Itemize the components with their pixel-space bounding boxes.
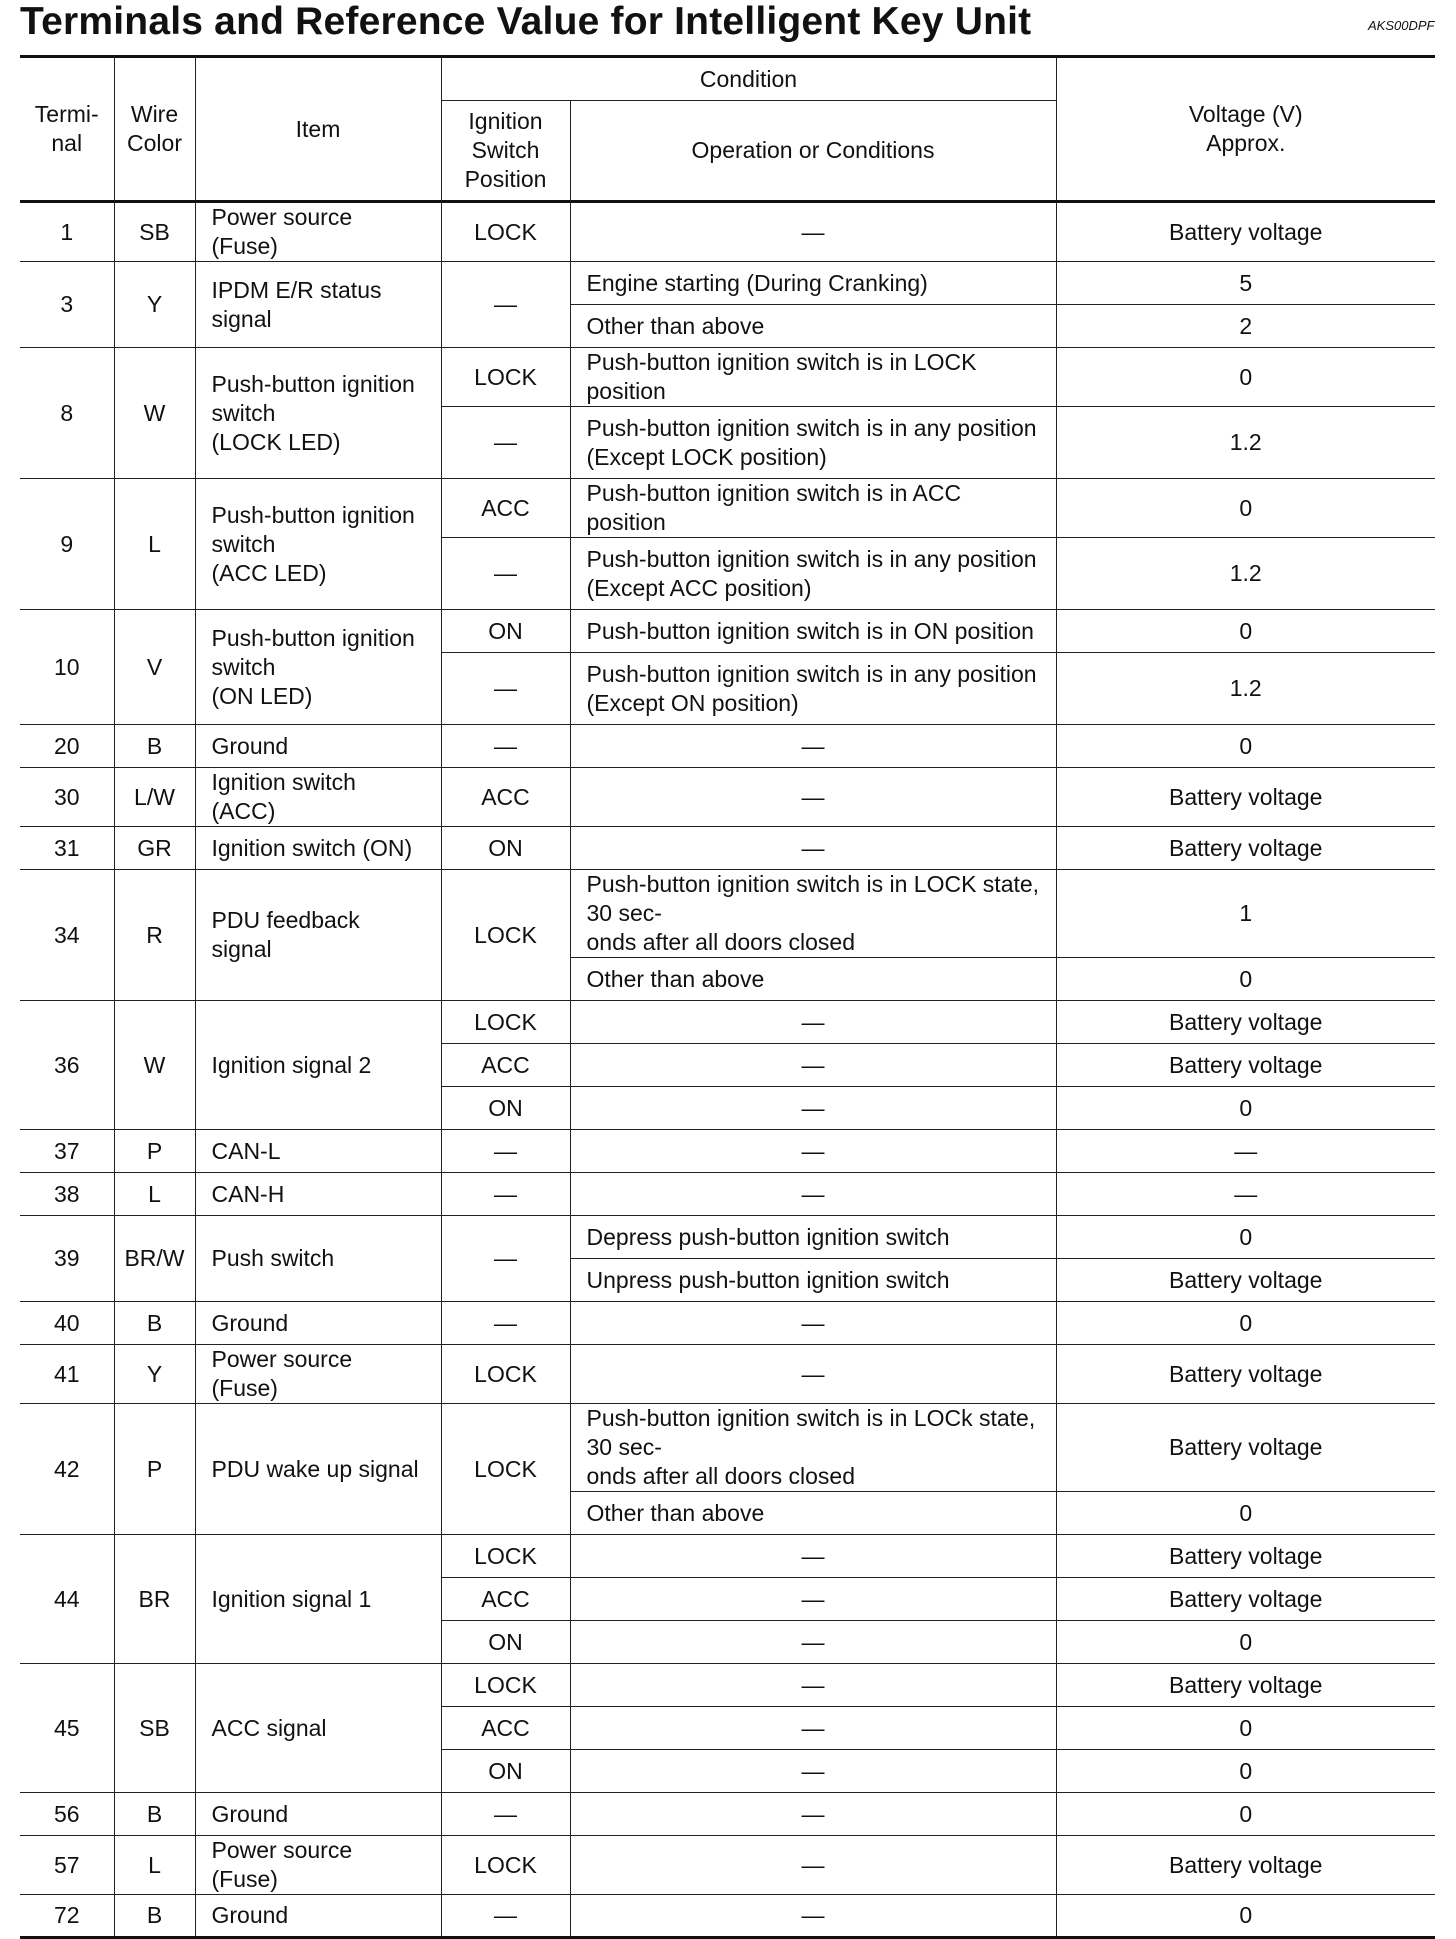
terminal-number: 10 xyxy=(20,610,114,725)
terminal-number: 42 xyxy=(20,1404,114,1535)
operation-condition: — xyxy=(570,1130,1056,1173)
terminal-number: 37 xyxy=(20,1130,114,1173)
voltage-value: 1 xyxy=(1056,870,1435,958)
terminal-number: 72 xyxy=(20,1895,114,1938)
voltage-value: Battery voltage xyxy=(1056,768,1435,827)
ignition-position: ACC xyxy=(441,1707,570,1750)
ignition-position: ON xyxy=(441,1750,570,1793)
item-name: ACC signal xyxy=(195,1664,441,1793)
terminal-number: 36 xyxy=(20,1001,114,1130)
operation-condition: — xyxy=(570,768,1056,827)
operation-condition: — xyxy=(570,1750,1056,1793)
operation-condition: Push-button ignition switch is in any position (Except LOCK position) xyxy=(570,407,1056,479)
operation-condition: — xyxy=(570,1664,1056,1707)
ignition-position: LOCK xyxy=(441,1535,570,1578)
wire-color: R xyxy=(114,870,195,1001)
ignition-position: ACC xyxy=(441,1044,570,1087)
terminal-reference-table xyxy=(20,55,1435,1939)
operation-condition: — xyxy=(570,1345,1056,1404)
item-name: Ground xyxy=(195,1302,441,1345)
table-row xyxy=(20,610,1435,653)
operation-condition: Other than above xyxy=(570,958,1056,1001)
ignition-position: ACC xyxy=(441,1578,570,1621)
item-name: Ignition signal 2 xyxy=(195,1001,441,1130)
operation-condition: Engine starting (During Cranking) xyxy=(570,262,1056,305)
item-name: Ignition switch (ON) xyxy=(195,827,441,870)
ignition-position: — xyxy=(441,1895,570,1938)
operation-condition: Push-button ignition switch is in LOCK state, 30 sec- onds after all doors closed xyxy=(570,870,1056,958)
terminal-reference-table-wrap xyxy=(20,55,1435,1939)
wire-color: B xyxy=(114,1793,195,1836)
table-row xyxy=(20,1345,1435,1404)
voltage-value: — xyxy=(1056,1173,1435,1216)
terminal-number: 40 xyxy=(20,1302,114,1345)
table-row xyxy=(20,1793,1435,1836)
terminal-number: 44 xyxy=(20,1535,114,1664)
operation-condition: — xyxy=(570,1578,1056,1621)
table-row xyxy=(20,202,1435,262)
ignition-position: LOCK xyxy=(441,1001,570,1044)
table-row xyxy=(20,1895,1435,1938)
voltage-value: 0 xyxy=(1056,1302,1435,1345)
ignition-position: LOCK xyxy=(441,1345,570,1404)
operation-condition: — xyxy=(570,1621,1056,1664)
wire-color: BR xyxy=(114,1535,195,1664)
ignition-position: LOCK xyxy=(441,1836,570,1895)
header-voltage: Voltage (V) Approx. xyxy=(1056,57,1435,202)
terminal-number: 9 xyxy=(20,479,114,610)
wire-color: L xyxy=(114,1836,195,1895)
table-row xyxy=(20,1404,1435,1492)
item-name: Power source (Fuse) xyxy=(195,202,441,262)
wire-color: L/W xyxy=(114,768,195,827)
wire-color: W xyxy=(114,348,195,479)
ignition-position: ON xyxy=(441,1087,570,1130)
voltage-value: Battery voltage xyxy=(1056,827,1435,870)
item-name: Push switch xyxy=(195,1216,441,1302)
table-row xyxy=(20,1001,1435,1044)
item-name: PDU wake up signal xyxy=(195,1404,441,1535)
operation-condition: Depress push-button ignition switch xyxy=(570,1216,1056,1259)
terminal-number: 31 xyxy=(20,827,114,870)
ignition-position: — xyxy=(441,1130,570,1173)
header-wire-color: Wire Color xyxy=(114,57,195,202)
operation-condition: Push-button ignition switch is in any position (Except ON position) xyxy=(570,653,1056,725)
item-name: Power source (Fuse) xyxy=(195,1345,441,1404)
terminal-number: 39 xyxy=(20,1216,114,1302)
voltage-value: — xyxy=(1056,1130,1435,1173)
header-item: Item xyxy=(195,57,441,202)
table-row xyxy=(20,1302,1435,1345)
ignition-position: ACC xyxy=(441,479,570,538)
item-name: Power source (Fuse) xyxy=(195,1836,441,1895)
item-name: Ignition signal 1 xyxy=(195,1535,441,1664)
wire-color: SB xyxy=(114,202,195,262)
ignition-position: LOCK xyxy=(441,1664,570,1707)
voltage-value: Battery voltage xyxy=(1056,1836,1435,1895)
table-body xyxy=(20,202,1435,1938)
voltage-value: 0 xyxy=(1056,1793,1435,1836)
voltage-value: Battery voltage xyxy=(1056,1259,1435,1302)
voltage-value: 1.2 xyxy=(1056,538,1435,610)
wire-color: P xyxy=(114,1130,195,1173)
header-terminal: Termi- nal xyxy=(20,57,114,202)
voltage-value: 0 xyxy=(1056,1750,1435,1793)
ignition-position: LOCK xyxy=(441,348,570,407)
voltage-value: Battery voltage xyxy=(1056,1001,1435,1044)
ignition-position: — xyxy=(441,1793,570,1836)
operation-condition: — xyxy=(570,1793,1056,1836)
operation-condition: — xyxy=(570,1001,1056,1044)
table-row xyxy=(20,870,1435,958)
voltage-value: 0 xyxy=(1056,1216,1435,1259)
voltage-value: 1.2 xyxy=(1056,407,1435,479)
ignition-position: ON xyxy=(441,1621,570,1664)
operation-condition: Push-button ignition switch is in ON position xyxy=(570,610,1056,653)
operation-condition: — xyxy=(570,1044,1056,1087)
ignition-position: — xyxy=(441,1302,570,1345)
operation-condition: Unpress push-button ignition switch xyxy=(570,1259,1056,1302)
voltage-value: Battery voltage xyxy=(1056,1345,1435,1404)
operation-condition: — xyxy=(570,1302,1056,1345)
ignition-position: — xyxy=(441,407,570,479)
voltage-value: 0 xyxy=(1056,1707,1435,1750)
item-name: Push-button ignition switch (LOCK LED) xyxy=(195,348,441,479)
voltage-value: Battery voltage xyxy=(1056,1404,1435,1492)
wire-color: V xyxy=(114,610,195,725)
wire-color: BR/W xyxy=(114,1216,195,1302)
wire-color: W xyxy=(114,1001,195,1130)
ignition-position: — xyxy=(441,538,570,610)
operation-condition: Push-button ignition switch is in ACC position xyxy=(570,479,1056,538)
ignition-position: — xyxy=(441,1173,570,1216)
table-row xyxy=(20,1130,1435,1173)
terminal-number: 56 xyxy=(20,1793,114,1836)
table-row xyxy=(20,1173,1435,1216)
table-row xyxy=(20,768,1435,827)
item-name: CAN-H xyxy=(195,1173,441,1216)
operation-condition: — xyxy=(570,1836,1056,1895)
item-name: CAN-L xyxy=(195,1130,441,1173)
ignition-position: LOCK xyxy=(441,1404,570,1535)
wire-color: B xyxy=(114,1895,195,1938)
operation-condition: Other than above xyxy=(570,305,1056,348)
table-row xyxy=(20,1836,1435,1895)
terminal-number: 57 xyxy=(20,1836,114,1895)
voltage-value: 0 xyxy=(1056,479,1435,538)
table-header xyxy=(20,57,1435,202)
terminal-number: 30 xyxy=(20,768,114,827)
wire-color: GR xyxy=(114,827,195,870)
operation-condition: — xyxy=(570,725,1056,768)
voltage-value: Battery voltage xyxy=(1056,1535,1435,1578)
operation-condition: — xyxy=(570,1087,1056,1130)
operation-condition: Push-button ignition switch is in LOCk state, 30 sec- onds after all doors closed xyxy=(570,1404,1056,1492)
terminal-number: 41 xyxy=(20,1345,114,1404)
operation-condition: — xyxy=(570,202,1056,262)
operation-condition: — xyxy=(570,1895,1056,1938)
wire-color: Y xyxy=(114,1345,195,1404)
item-name: Ground xyxy=(195,1793,441,1836)
voltage-value: 0 xyxy=(1056,1087,1435,1130)
terminal-number: 1 xyxy=(20,202,114,262)
item-name: Ground xyxy=(195,1895,441,1938)
voltage-value: Battery voltage xyxy=(1056,202,1435,262)
item-name: PDU feedback signal xyxy=(195,870,441,1001)
ignition-position: — xyxy=(441,725,570,768)
wire-color: Y xyxy=(114,262,195,348)
terminal-number: 34 xyxy=(20,870,114,1001)
wire-color: B xyxy=(114,725,195,768)
ignition-position: — xyxy=(441,1216,570,1302)
operation-condition: — xyxy=(570,1173,1056,1216)
voltage-value: 0 xyxy=(1056,1895,1435,1938)
item-name: Push-button ignition switch (ACC LED) xyxy=(195,479,441,610)
header-operation: Operation or Conditions xyxy=(570,101,1056,202)
table-row xyxy=(20,1216,1435,1259)
voltage-value: Battery voltage xyxy=(1056,1578,1435,1621)
voltage-value: 0 xyxy=(1056,1492,1435,1535)
page-title: Terminals and Reference Value for Intelligent Key Unit xyxy=(20,0,1032,43)
ignition-position: LOCK xyxy=(441,202,570,262)
terminal-number: 3 xyxy=(20,262,114,348)
table-row xyxy=(20,1535,1435,1578)
operation-condition: — xyxy=(570,1707,1056,1750)
table-row xyxy=(20,1664,1435,1707)
table-row xyxy=(20,827,1435,870)
voltage-value: 1.2 xyxy=(1056,653,1435,725)
item-name: Ground xyxy=(195,725,441,768)
wire-color: SB xyxy=(114,1664,195,1793)
item-name: Push-button ignition switch (ON LED) xyxy=(195,610,441,725)
wire-color: P xyxy=(114,1404,195,1535)
terminal-number: 45 xyxy=(20,1664,114,1793)
operation-condition: — xyxy=(570,827,1056,870)
table-row xyxy=(20,262,1435,305)
operation-condition: Other than above xyxy=(570,1492,1056,1535)
voltage-value: 5 xyxy=(1056,262,1435,305)
wire-color: L xyxy=(114,1173,195,1216)
header-condition: Condition xyxy=(441,57,1056,101)
voltage-value: 0 xyxy=(1056,958,1435,1001)
wire-color: B xyxy=(114,1302,195,1345)
ignition-position: LOCK xyxy=(441,870,570,1001)
ignition-position: ON xyxy=(441,610,570,653)
voltage-value: Battery voltage xyxy=(1056,1664,1435,1707)
header-ignition-position: Ignition Switch Position xyxy=(441,101,570,202)
voltage-value: Battery voltage xyxy=(1056,1044,1435,1087)
operation-condition: Push-button ignition switch is in any position (Except ACC position) xyxy=(570,538,1056,610)
wire-color: L xyxy=(114,479,195,610)
table-row xyxy=(20,479,1435,538)
ignition-position: — xyxy=(441,262,570,348)
voltage-value: 0 xyxy=(1056,348,1435,407)
voltage-value: 0 xyxy=(1056,725,1435,768)
operation-condition: — xyxy=(570,1535,1056,1578)
terminal-number: 8 xyxy=(20,348,114,479)
ignition-position: ACC xyxy=(441,768,570,827)
item-name: IPDM E/R status signal xyxy=(195,262,441,348)
terminal-number: 38 xyxy=(20,1173,114,1216)
ignition-position: ON xyxy=(441,827,570,870)
document-code: AKS00DPF xyxy=(1368,18,1435,33)
voltage-value: 2 xyxy=(1056,305,1435,348)
table-row xyxy=(20,348,1435,407)
voltage-value: 0 xyxy=(1056,1621,1435,1664)
terminal-number: 20 xyxy=(20,725,114,768)
table-row xyxy=(20,725,1435,768)
item-name: Ignition switch (ACC) xyxy=(195,768,441,827)
ignition-position: — xyxy=(441,653,570,725)
voltage-value: 0 xyxy=(1056,610,1435,653)
operation-condition: Push-button ignition switch is in LOCK position xyxy=(570,348,1056,407)
